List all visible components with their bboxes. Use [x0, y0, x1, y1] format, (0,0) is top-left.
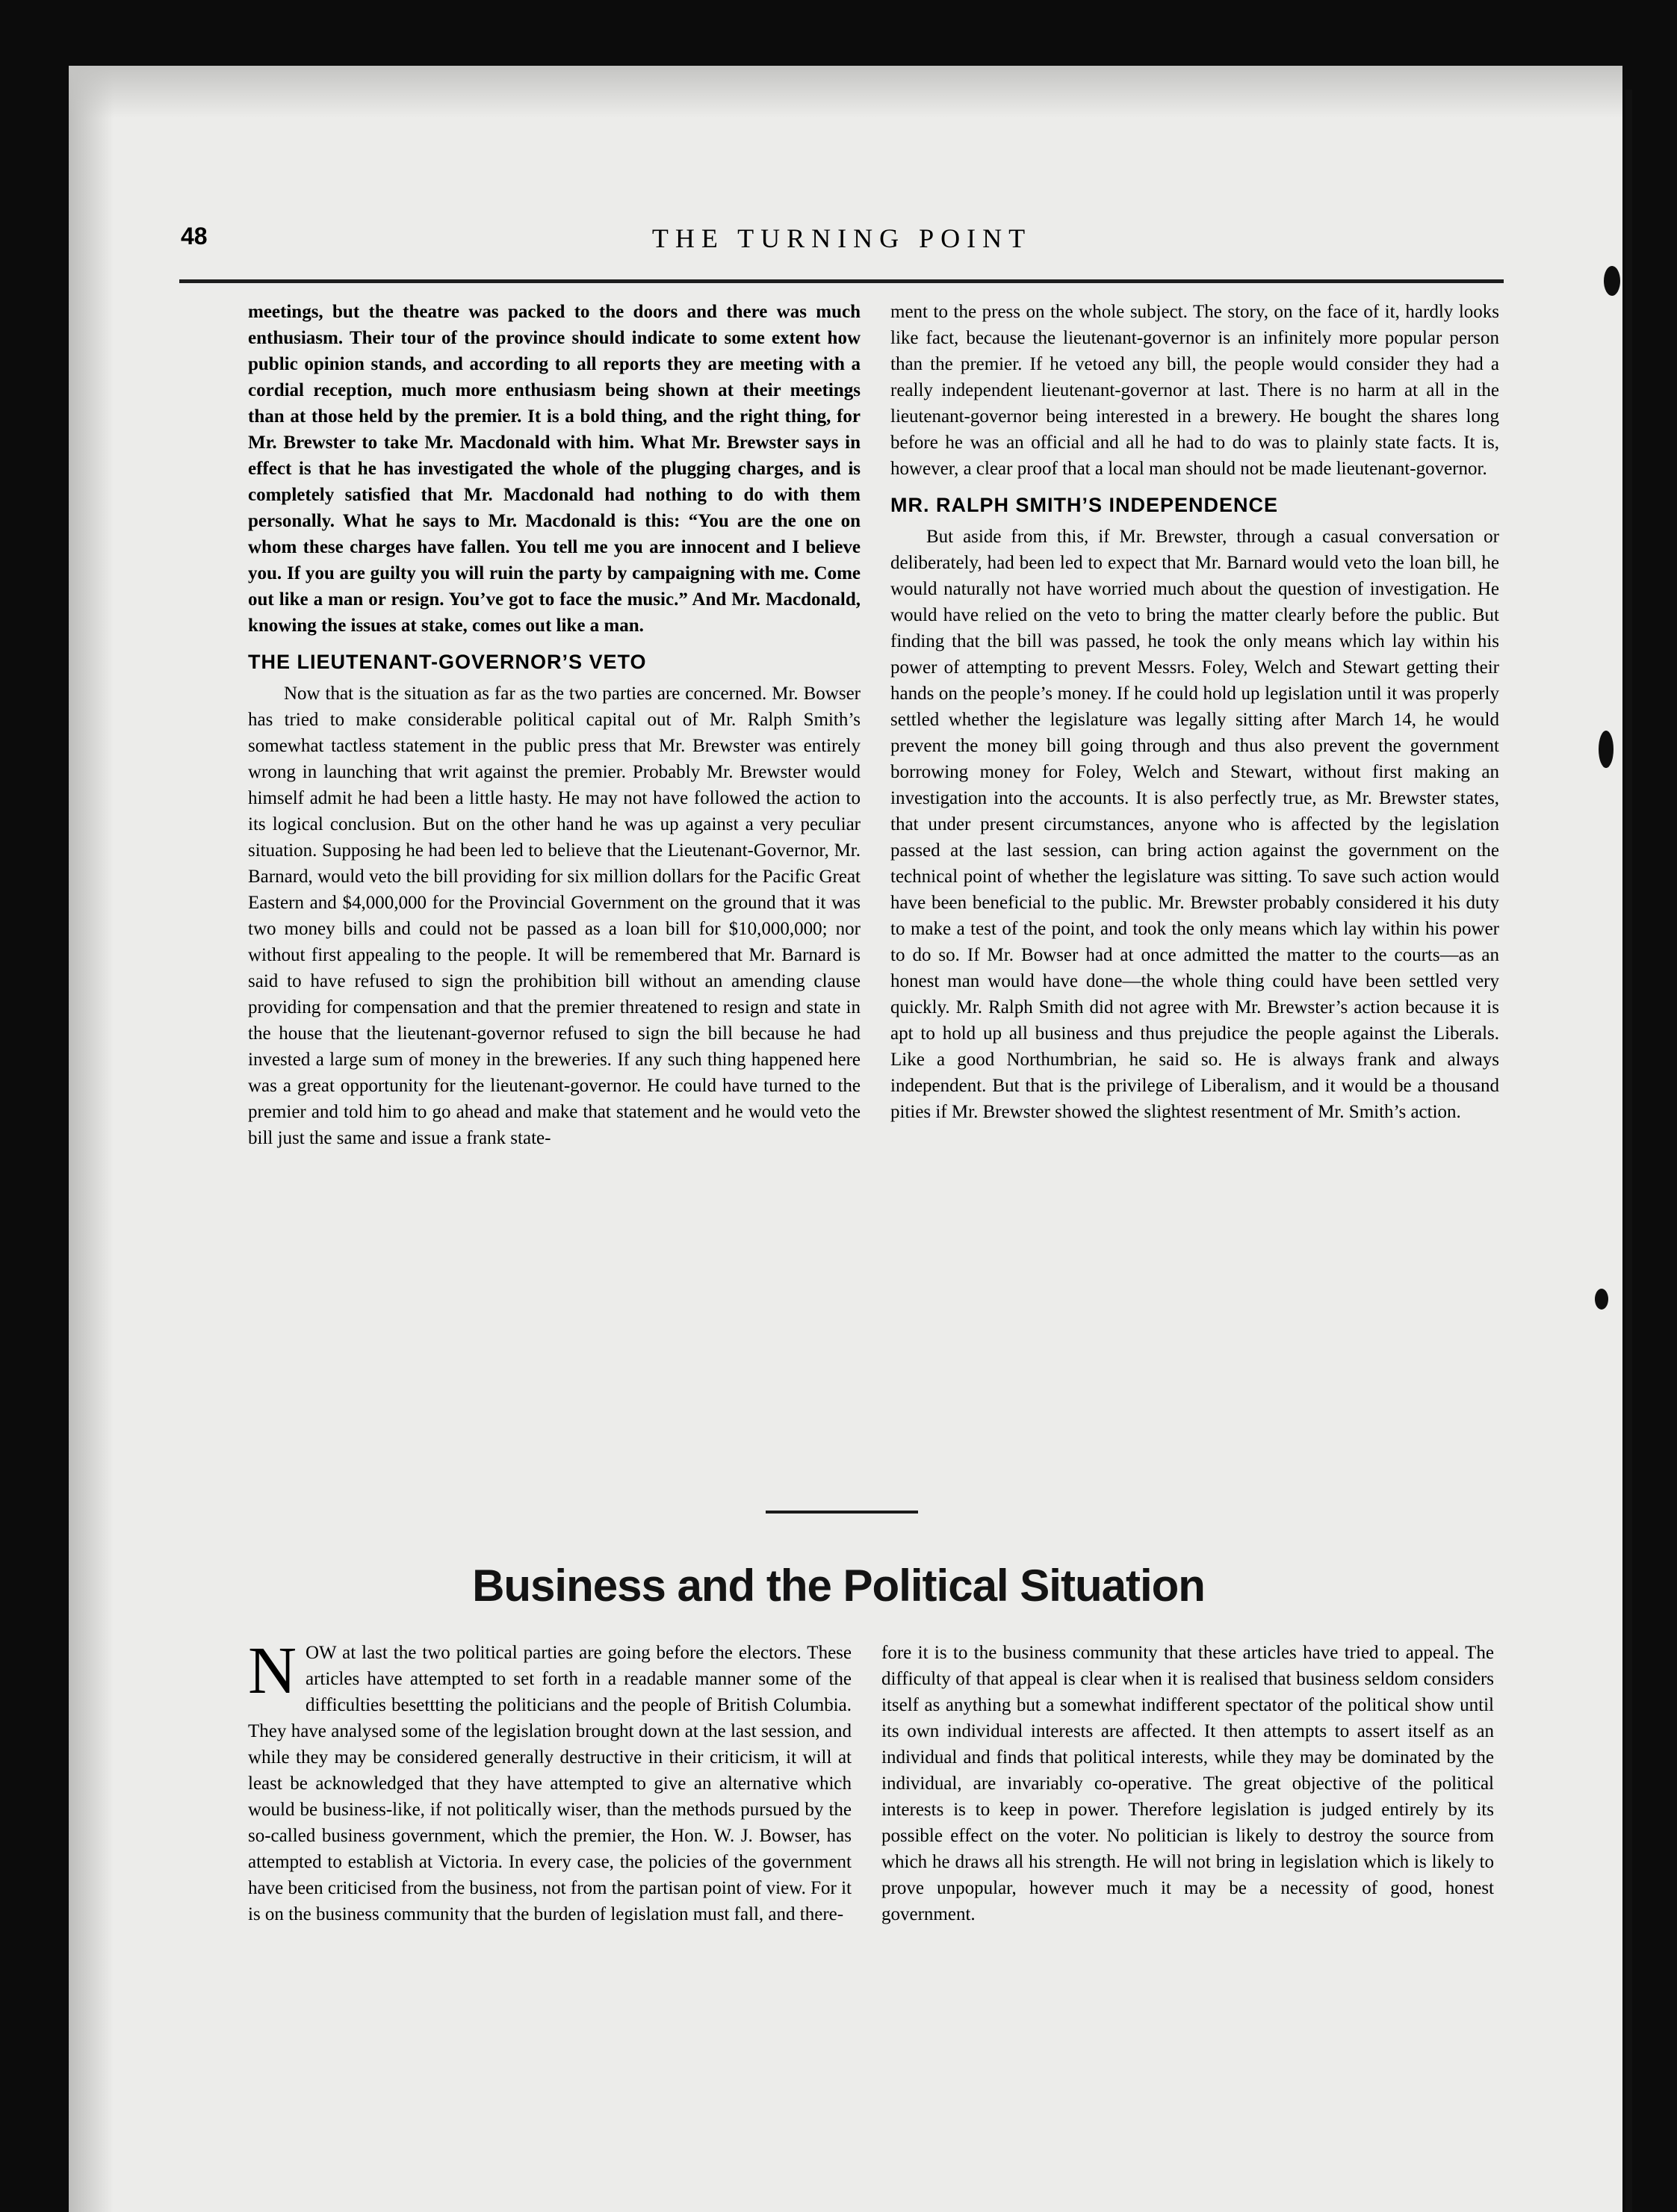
paragraph: meetings, but the theatre was packed to the doors and there was much enthusiasm. Their tour of the province should indicate to some extent how public opinion stands, and according to all reports they are meeting with a cordial reception, much more enthusiasm being shown at their meetings than at those held by the premier. It is a bold thing, and the right thing, for Mr. Brewster to take Mr. Macdonald with him. What Mr. Brewster says in effect is that he has investigated the whole of the plugging charges, and is completely satisfied that Mr. Macdonald had nothing to do with them personally. What he says to Mr. Macdonald is this: “You are the one on whom these charges have fallen. You tell me you are innocent and I believe you. If you are guilty you will ruin the party by campaigning with me. Come out like a man or resign. You’ve got to face the music.” And Mr. Macdonald, knowing the issues at stake, comes out like a man.: [248, 302, 861, 636]
page-number: 48: [181, 223, 208, 250]
paragraph-text: OW at last the two political parties are going before the electors. These articles have attempted to set forth in a readable manner some of the difficulties besettting the politicians and the people of British Columbia. They have analysed some of the legislation brought down at the last session, and while they may be considered generally destructive in their criticism, it will at least be acknowledged that they have attempted to give an alternative which would be business-like, if not politically wiser, than the methods pursued by the so-called business government, which the premier, the Hon. W. J. Bowser, has attempted to establish at Victoria. In every case, the policies of the government have been criticised from the business, not from the partisan point of view. For it is on the business community that the burden of legislation must fall, and there-: [248, 1643, 852, 1924]
page-edge-line: [1625, 90, 1632, 2212]
ink-blot: [1595, 1289, 1608, 1310]
ink-blot: [1604, 266, 1620, 296]
article-column-right: [881, 1640, 1494, 1927]
magazine-title: THE TURNING POINT: [651, 223, 1032, 253]
section-heading: THE LIEUTENANT-GOVERNOR’S VETO: [248, 651, 647, 673]
paragraph: [248, 1634, 852, 1927]
column-left: [248, 299, 861, 1151]
header-rule: [179, 279, 1504, 283]
drop-cap: N: [248, 1634, 297, 1708]
paragraph: But aside from this, if Mr. Brewster, through a casual conversation or deliberately, had been led to expect that Mr. Barnard would veto the loan bill, he would naturally not have worried much about the question of investigation. He would have relied on the veto to bring the matter clearly before the public. But finding that the bill was passed, he took the only means which lay within his power of attempting to prevent Messrs. Foley, Welch and Stewart getting their hands on the people’s money. If he could hold up legislation until it was properly settled whether the legislature was legally sitting after March 14, he would prevent the money bill going through and thus also prevent the government borrowing money for Foley, Welch and Stewart, without first making an investigation into the accounts. It is also perfectly true, as Mr. Brewster states, that under present circumstances, anyone who is affected by the legislation passed at the last session, can bring action against the government on the technical point of whether the legislature was sitting. To save such action would have been beneficial to the public. Mr. Brewster probably considered it his duty to make a test of the point, and took the only means which lay within his power to do so. If Mr. Bowser had at once admitted the matter to the courts—as an honest man would have done—the whole thing could have been settled very quickly. Mr. Ralph Smith did not agree with Mr. Brewster’s action because it is apt to hold up all business and thus prejudice the people against the Liberals. Like a good Northumbrian, he said so. He is always frank and always independent. But that is the privilege of Liberalism, and it would be a thousand pities if Mr. Brewster showed the slightest resentment of Mr. Smith’s action.: [890, 527, 1499, 1122]
article-column-left: [248, 1634, 852, 1927]
ink-blot: [1599, 731, 1614, 768]
section-heading: MR. RALPH SMITH’S INDEPENDENCE: [890, 494, 1279, 516]
paragraph: fore it is to the business community that these articles have tried to appeal. The difficulty of that appeal is clear when it is realised that business seldom considers itself as anything but a somewhat indifferent spectator of the political show until its own individual interests are affected. It then attempts to assert itself as an individual and finds that political interests, while they may be dominated by the individual, are invariably co-operative. The great objective of the political interests is to keep in power. Therefore legislation is judged entirely by its possible effect on the voter. No politician is likely to destroy the source from which he draws all his strength. He will not bring in legislation which is likely to prove unpopular, however much it may be a necessity of good, honest government.: [881, 1643, 1494, 1924]
section-divider: [766, 1511, 918, 1514]
running-header: [181, 223, 1503, 267]
column-right: [890, 299, 1499, 1125]
paragraph: ment to the press on the whole subject. The story, on the face of it, hardly looks like fact, because the lieutenant-governor is an infinitely more popular person than the premier. If he vetoed any bill, the people would consider they had a really independent lieutenant-governor at last. There is no harm at all in the lieutenant-governor being interested in a brewery. He bought the shares long before he was an official and all he had to do was to plainly state facts. It is, however, a clear proof that a local man should not be made lieutenant-governor.: [890, 302, 1499, 479]
paragraph: Now that is the situation as far as the two parties are concerned. Mr. Bowser has tried to make considerable political capital out of Mr. Ralph Smith’s somewhat tactless statement in the public press that Mr. Brewster was entirely wrong in launching that writ against the premier. Probably Mr. Brewster would himself admit he had been a little hasty. He may not have followed the action to its logical conclusion. But on the other hand he was up against a very peculiar situation. Supposing he had been led to believe that the Lieutenant-Governor, Mr. Barnard, would veto the bill providing for six million dollars for the Pacific Great Eastern and $4,000,000 for the Provincial Government on the ground that it was two money bills and could not be passed as a loan bill for $10,000,000; nor without first appealing to the people. It will be remembered that Mr. Barnard is said to have refused to sign the prohibition bill without an amending clause providing for compensation and that the premier threatened to resign and state in the house that the lieutenant-governor refused to sign the bill because he had invested a large sum of money in the breweries. If any such thing happened here was a great opportunity for the lieutenant-governor. He could have turned to the premier and told him to go ahead and make that statement and he would veto the bill just the same and issue a frank state-: [248, 684, 861, 1148]
article-title: Business and the Political Situation: [472, 1561, 1205, 1611]
